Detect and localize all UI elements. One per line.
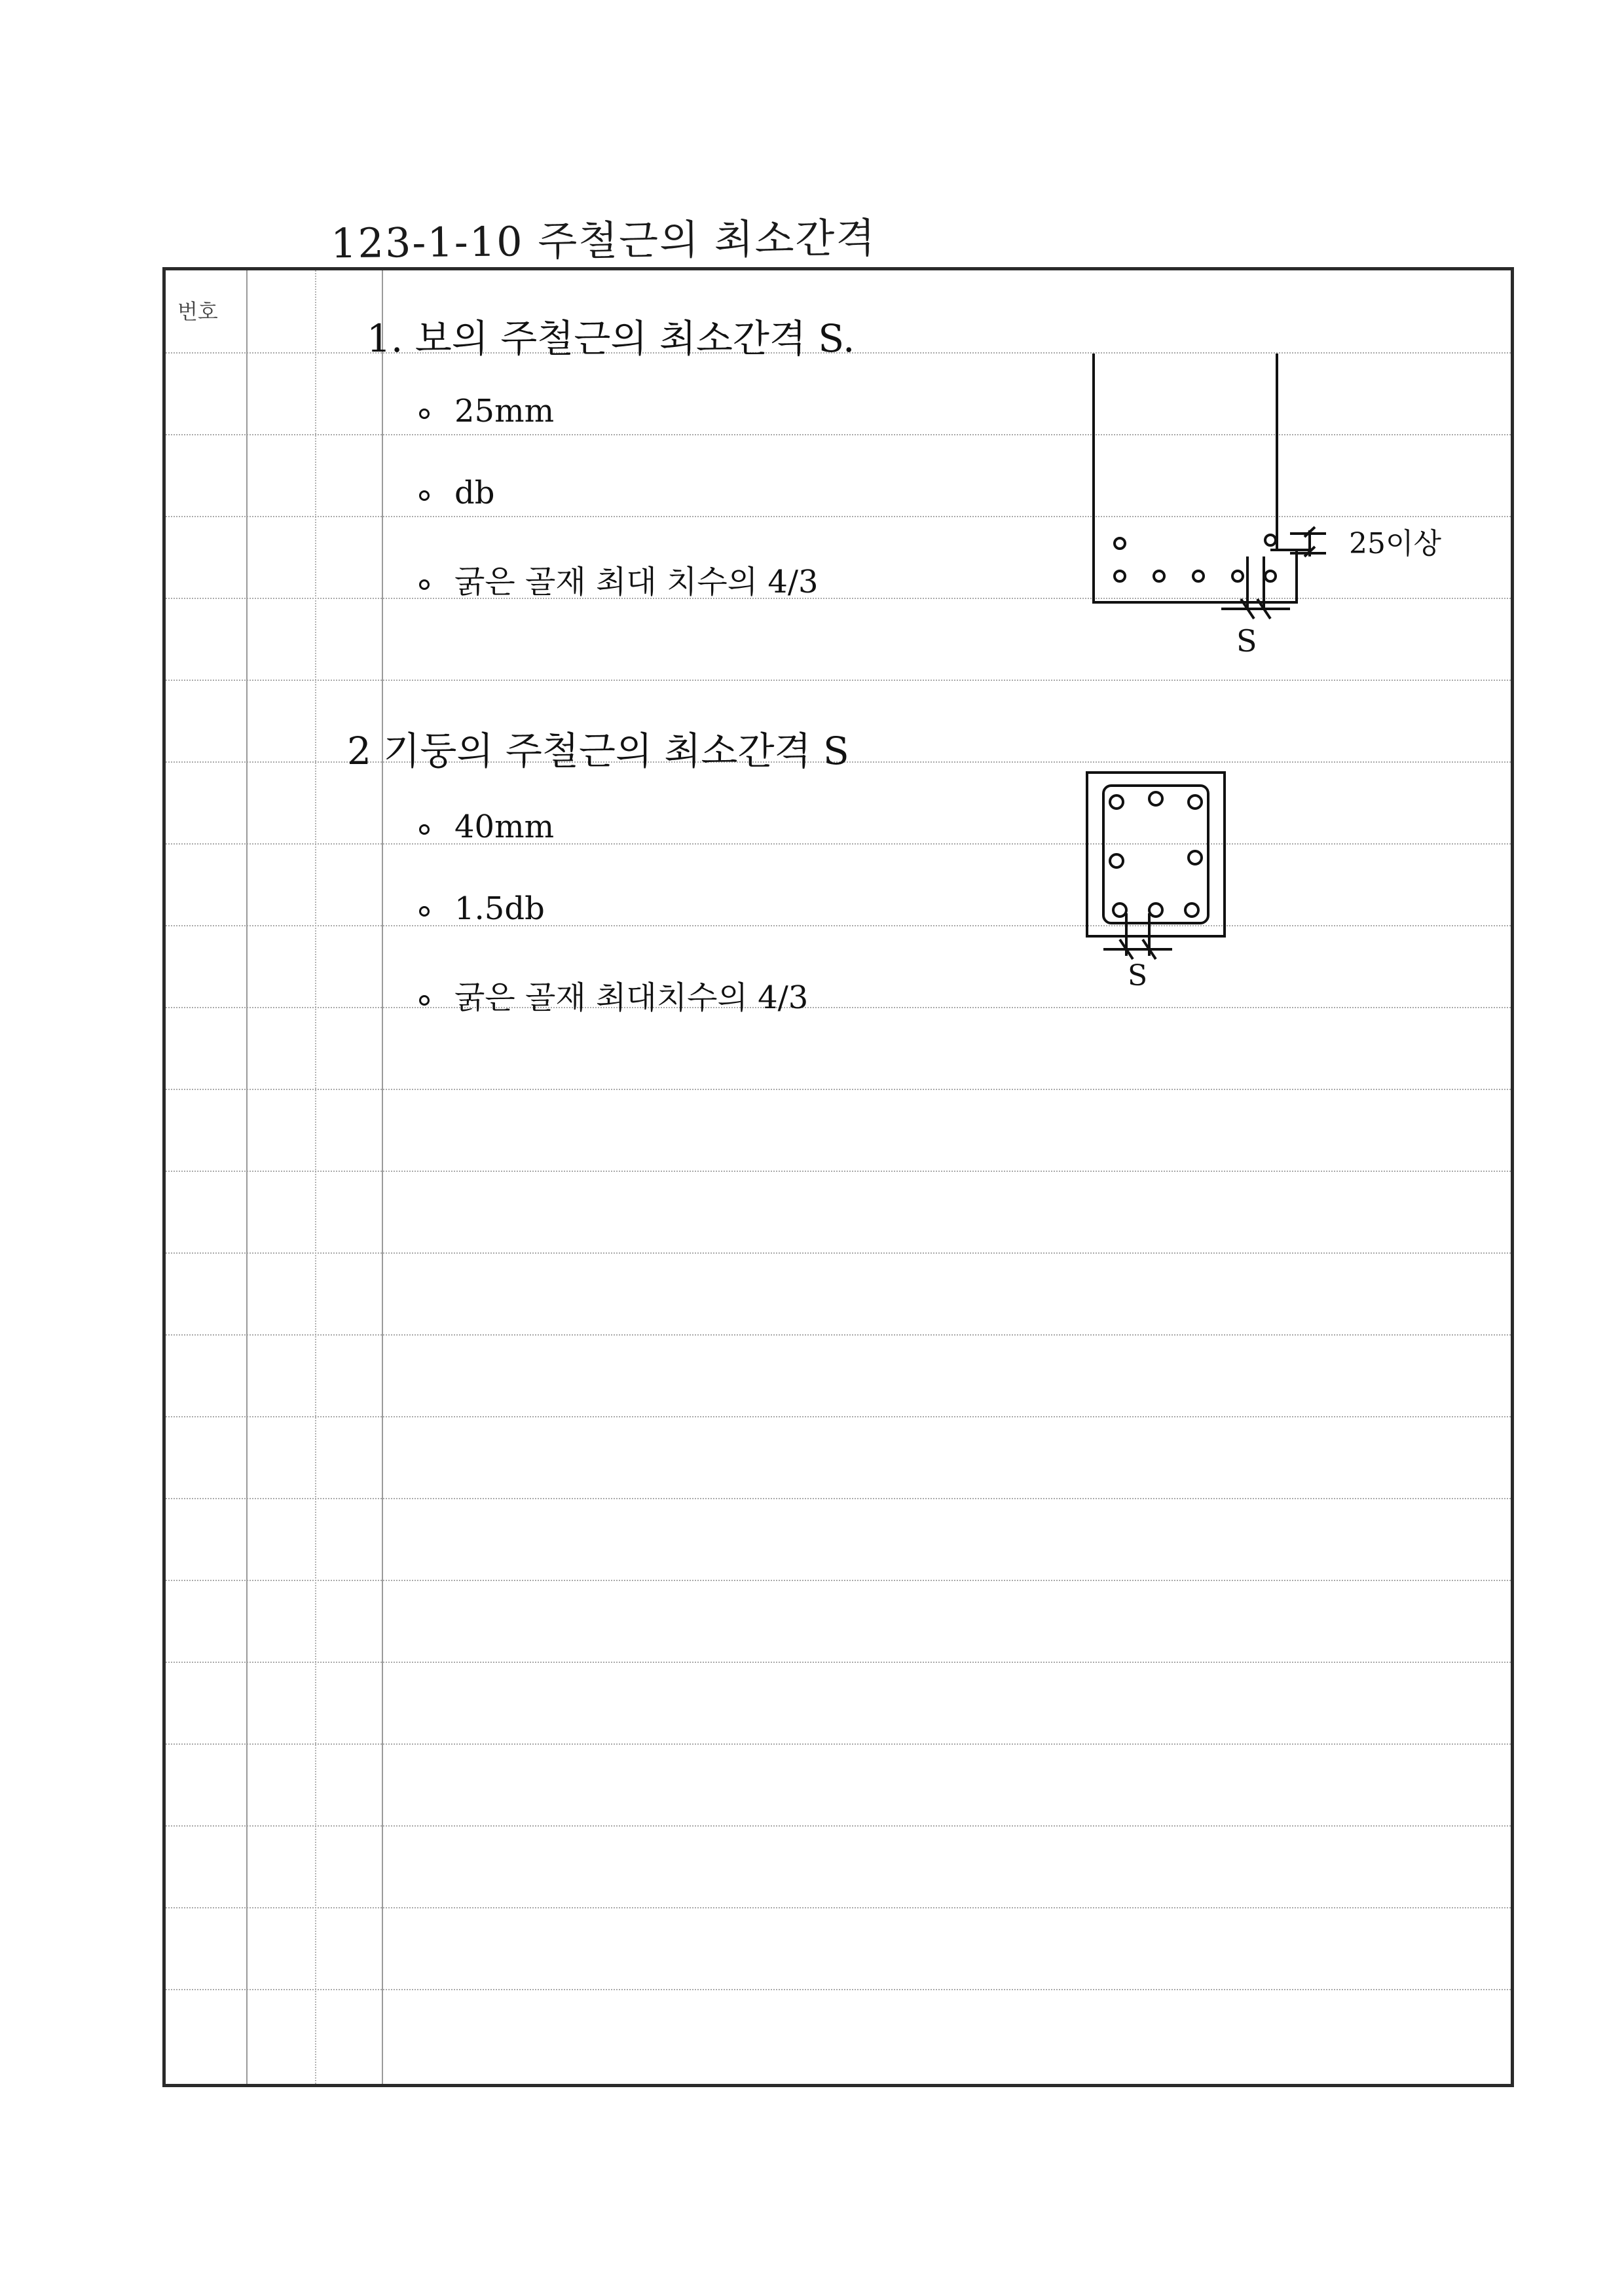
rebar-circle bbox=[1189, 851, 1202, 864]
rebar-circle bbox=[1154, 571, 1164, 581]
bullet-icon bbox=[419, 906, 430, 917]
bullet-text: 굵은 골재 최대 치수의 4/3 bbox=[454, 564, 819, 600]
bullet-text: 25mm bbox=[454, 393, 555, 429]
ruled-line bbox=[166, 1252, 1511, 1254]
rebar-circle bbox=[1110, 854, 1123, 867]
rebar-circle bbox=[1232, 571, 1243, 581]
spacing-label: S bbox=[1236, 623, 1257, 659]
bullet-text: 40mm bbox=[454, 809, 555, 845]
rebar-circle bbox=[1185, 903, 1198, 917]
bullet-text: 굵은 골재 최대치수의 4/3 bbox=[454, 979, 809, 1016]
section-2-heading: 2 기둥의 주철근의 최소간격 S bbox=[347, 729, 849, 773]
beam-outline bbox=[1094, 354, 1297, 602]
page-title: 123-1-10 주철근의 최소간격 bbox=[330, 213, 877, 268]
section-1-bullet bbox=[419, 556, 819, 602]
margin-line bbox=[315, 270, 316, 2084]
rebar-circle bbox=[1265, 571, 1276, 581]
rebar-circle bbox=[1149, 903, 1162, 917]
ruled-line bbox=[166, 843, 1511, 845]
ruled-line bbox=[166, 1089, 1511, 1090]
cover-note: 25이상 bbox=[1349, 527, 1441, 560]
rebar-circle bbox=[1265, 535, 1276, 545]
ruled-line bbox=[166, 1662, 1511, 1663]
section-2-bullet bbox=[419, 809, 554, 845]
bullet-text: db bbox=[454, 475, 495, 511]
ruled-line bbox=[166, 1334, 1511, 1336]
ruled-line bbox=[166, 925, 1511, 926]
column-section-figure bbox=[1080, 766, 1251, 1008]
rebar-circle bbox=[1193, 571, 1204, 581]
ruled-line bbox=[166, 1007, 1511, 1008]
bullet-icon bbox=[419, 995, 430, 1006]
number-column-label: 번호 bbox=[177, 299, 218, 324]
section-1-heading: 1. 보의 주철근의 최소간격 S. bbox=[367, 316, 855, 361]
rebar-circle bbox=[1110, 795, 1123, 809]
number-column-divider bbox=[246, 270, 248, 2084]
ruled-line bbox=[166, 1825, 1511, 1827]
content-margin-line bbox=[382, 270, 383, 2084]
bullet-icon bbox=[419, 490, 430, 501]
ruled-line bbox=[166, 1416, 1511, 1417]
bullet-icon bbox=[419, 579, 430, 590]
rebar-circle bbox=[1189, 795, 1202, 809]
section-1-bullet bbox=[419, 475, 494, 511]
section-2-bullet bbox=[419, 972, 808, 1017]
ruled-line bbox=[166, 680, 1511, 681]
ruled-line bbox=[166, 1743, 1511, 1745]
spacing-label: S bbox=[1128, 959, 1148, 993]
rebar-circle bbox=[1113, 903, 1126, 917]
bullet-icon bbox=[419, 409, 430, 419]
beam-section-figure bbox=[1074, 354, 1480, 668]
section-2-bullet bbox=[419, 890, 545, 927]
section-1-bullet bbox=[419, 393, 554, 429]
ruled-line bbox=[166, 1989, 1511, 1990]
rebar-circle bbox=[1115, 538, 1125, 549]
ruled-line bbox=[166, 1498, 1511, 1499]
ruled-line bbox=[166, 1171, 1511, 1172]
ruled-line bbox=[166, 1907, 1511, 1908]
rebar-circle bbox=[1115, 571, 1125, 581]
bullet-text: 1.5db bbox=[454, 890, 545, 927]
bullet-icon bbox=[419, 824, 430, 835]
rebar-circle bbox=[1149, 792, 1162, 805]
column-outline bbox=[1087, 773, 1225, 936]
ruled-line bbox=[166, 1580, 1511, 1581]
